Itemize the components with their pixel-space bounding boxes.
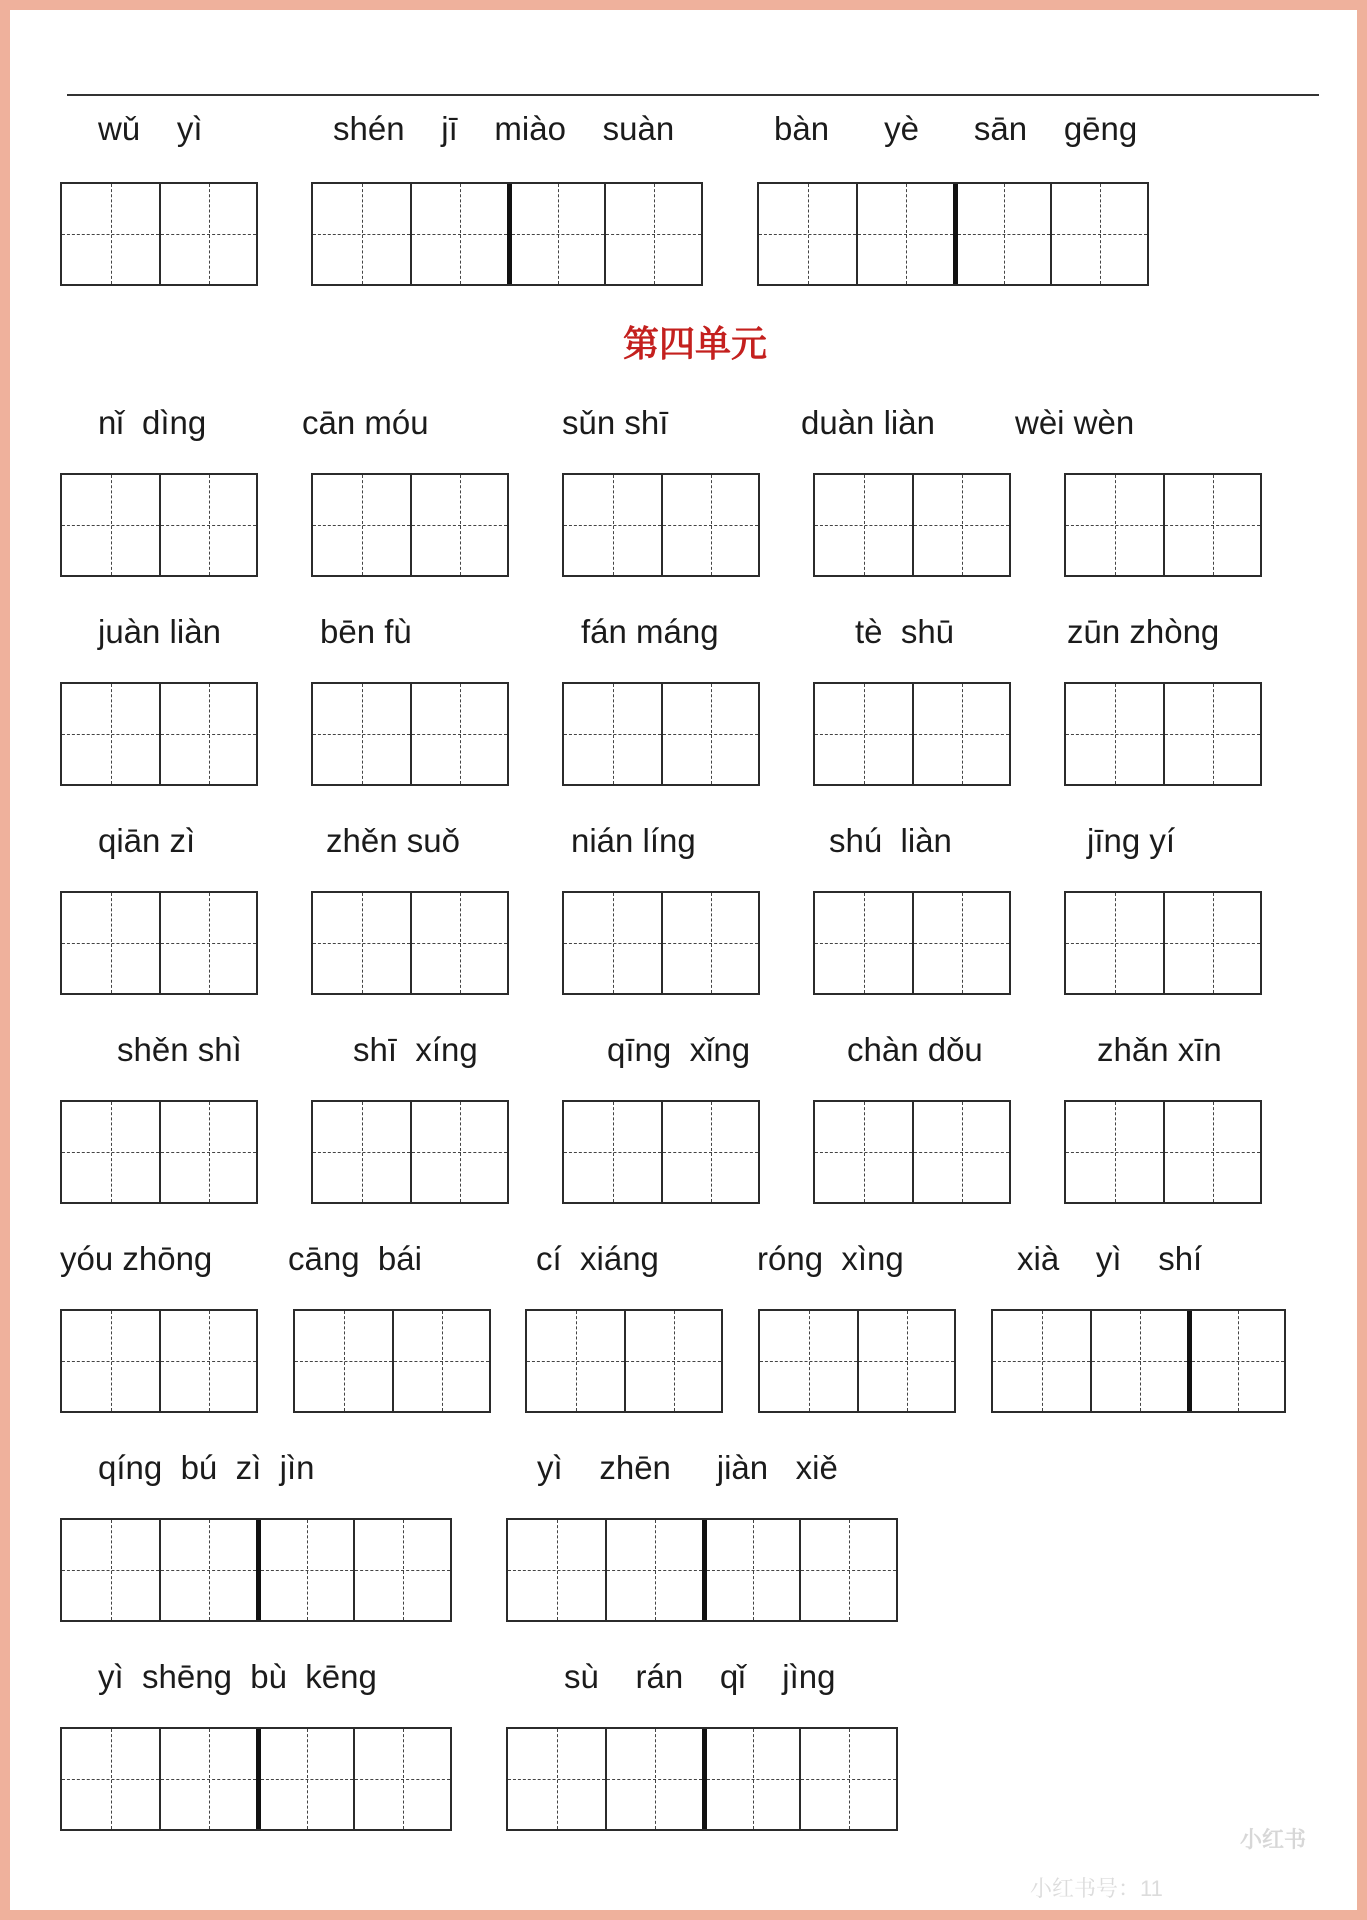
pinyin-label: cāng bái — [288, 1240, 422, 1277]
tianzige-cell[interactable] — [912, 1102, 1009, 1202]
writing-grid[interactable] — [60, 473, 258, 577]
tianzige-cell[interactable] — [295, 1311, 392, 1411]
writing-grid[interactable] — [758, 1309, 956, 1413]
tianzige-cell[interactable] — [953, 184, 1050, 284]
tianzige-cell[interactable] — [313, 475, 410, 575]
tianzige-cell[interactable] — [392, 1311, 489, 1411]
writing-grid[interactable] — [813, 682, 1011, 786]
tianzige-cell[interactable] — [564, 475, 661, 575]
top-rule — [67, 94, 1319, 96]
tianzige-cell[interactable] — [799, 1729, 896, 1829]
tianzige-cell[interactable] — [353, 1729, 450, 1829]
tianzige-cell[interactable] — [564, 893, 661, 993]
tianzige-cell[interactable] — [815, 475, 912, 575]
tianzige-cell[interactable] — [159, 893, 256, 993]
writing-grid[interactable] — [562, 682, 760, 786]
writing-grid[interactable] — [311, 182, 703, 286]
tianzige-cell[interactable] — [410, 893, 507, 993]
pinyin-label: róng xìng — [757, 1240, 904, 1277]
writing-grid[interactable] — [311, 473, 509, 577]
pinyin-label: xià yì shí — [1017, 1240, 1203, 1277]
tianzige-cell[interactable] — [508, 1729, 605, 1829]
writing-grid[interactable] — [311, 682, 509, 786]
pinyin-label: nián líng — [571, 822, 696, 859]
watermark-logo: 小红书 — [1240, 1827, 1307, 1852]
worksheet-page — [10, 10, 1357, 1910]
writing-grid[interactable] — [60, 1309, 258, 1413]
tianzige-cell[interactable] — [1163, 684, 1260, 784]
pinyin-label: shú liàn — [829, 822, 952, 859]
writing-grid[interactable] — [1064, 891, 1262, 995]
writing-grid[interactable] — [60, 1727, 452, 1831]
tianzige-cell[interactable] — [1050, 184, 1147, 284]
tianzige-cell[interactable] — [159, 1520, 256, 1620]
tianzige-cell[interactable] — [1163, 893, 1260, 993]
pinyin-label: jīng yí — [1087, 822, 1176, 859]
pinyin-label: cí xiáng — [536, 1240, 659, 1277]
writing-grid[interactable] — [506, 1727, 898, 1831]
writing-grid[interactable] — [311, 1100, 509, 1204]
tianzige-cell[interactable] — [410, 684, 507, 784]
tianzige-cell[interactable] — [564, 684, 661, 784]
tianzige-cell[interactable] — [760, 1311, 857, 1411]
tianzige-cell[interactable] — [1066, 475, 1163, 575]
tianzige-cell[interactable] — [159, 475, 256, 575]
pinyin-label: wèi wèn — [1015, 404, 1135, 441]
writing-grid[interactable] — [311, 891, 509, 995]
tianzige-cell[interactable] — [661, 1102, 758, 1202]
tianzige-cell[interactable] — [159, 1102, 256, 1202]
tianzige-cell[interactable] — [1066, 893, 1163, 993]
pinyin-label: juàn liàn — [98, 613, 221, 650]
writing-grid[interactable] — [562, 891, 760, 995]
pinyin-label: duàn liàn — [801, 404, 935, 441]
pinyin-label: sù rán qǐ jìng — [564, 1658, 836, 1695]
tianzige-cell[interactable] — [507, 184, 604, 284]
tianzige-cell[interactable] — [313, 1102, 410, 1202]
pinyin-label: sǔn shī — [562, 404, 669, 441]
writing-grid[interactable] — [506, 1518, 898, 1622]
tianzige-cell[interactable] — [912, 684, 1009, 784]
tianzige-cell[interactable] — [62, 1520, 159, 1620]
pinyin-label: nǐ dìng — [98, 404, 207, 441]
writing-grid[interactable] — [1064, 682, 1262, 786]
tianzige-cell[interactable] — [159, 1729, 256, 1829]
pinyin-label: yì shēng bù kēng — [98, 1658, 377, 1695]
pinyin-label: shī xíng — [353, 1031, 478, 1068]
writing-grid[interactable] — [293, 1309, 491, 1413]
tianzige-cell[interactable] — [256, 1520, 353, 1620]
tianzige-cell[interactable] — [527, 1311, 624, 1411]
tianzige-cell[interactable] — [993, 1311, 1090, 1411]
tianzige-cell[interactable] — [62, 475, 159, 575]
tianzige-cell[interactable] — [62, 1311, 159, 1411]
writing-grid[interactable] — [1064, 1100, 1262, 1204]
tianzige-cell[interactable] — [410, 475, 507, 575]
writing-grid[interactable] — [813, 1100, 1011, 1204]
tianzige-cell[interactable] — [1090, 1311, 1187, 1411]
writing-grid[interactable] — [991, 1309, 1286, 1413]
tianzige-cell[interactable] — [410, 1102, 507, 1202]
tianzige-cell[interactable] — [313, 184, 410, 284]
pinyin-label: cān móu — [302, 404, 429, 441]
tianzige-cell[interactable] — [624, 1311, 721, 1411]
tianzige-cell[interactable] — [605, 1729, 702, 1829]
tianzige-cell[interactable] — [1163, 1102, 1260, 1202]
writing-grid[interactable] — [1064, 473, 1262, 577]
tianzige-cell[interactable] — [62, 684, 159, 784]
tianzige-cell[interactable] — [912, 893, 1009, 993]
tianzige-cell[interactable] — [605, 1520, 702, 1620]
pinyin-label: wǔ yì — [98, 110, 203, 147]
pinyin-label: shén jī miào suàn — [333, 110, 675, 147]
tianzige-cell[interactable] — [62, 1102, 159, 1202]
tianzige-cell[interactable] — [410, 184, 507, 284]
tianzige-cell[interactable] — [62, 1729, 159, 1829]
pinyin-label: qīng xǐng — [607, 1031, 751, 1068]
writing-grid[interactable] — [60, 1100, 258, 1204]
pinyin-label: zūn zhòng — [1067, 613, 1220, 650]
writing-grid[interactable] — [525, 1309, 723, 1413]
tianzige-cell[interactable] — [159, 184, 256, 284]
tianzige-cell[interactable] — [1066, 684, 1163, 784]
pinyin-label: qíng bú zì jìn — [98, 1449, 315, 1486]
writing-grid[interactable] — [813, 891, 1011, 995]
tianzige-cell[interactable] — [912, 475, 1009, 575]
unit-title: 第四单元 — [622, 323, 767, 364]
tianzige-cell[interactable] — [815, 1102, 912, 1202]
tianzige-cell[interactable] — [159, 684, 256, 784]
pinyin-label: zhǎn xīn — [1097, 1031, 1222, 1068]
writing-grid[interactable] — [562, 473, 760, 577]
tianzige-cell[interactable] — [1187, 1311, 1284, 1411]
tianzige-cell[interactable] — [702, 1520, 799, 1620]
tianzige-cell[interactable] — [159, 1311, 256, 1411]
pinyin-label: zhěn suǒ — [326, 822, 460, 859]
writing-grid[interactable] — [757, 182, 1149, 286]
pinyin-label: chàn dǒu — [847, 1031, 983, 1068]
writing-grid[interactable] — [60, 891, 258, 995]
watermark-account: 小红书号：11 — [1030, 1876, 1163, 1901]
tianzige-cell[interactable] — [1163, 475, 1260, 575]
tianzige-cell[interactable] — [508, 1520, 605, 1620]
tianzige-cell[interactable] — [702, 1729, 799, 1829]
tianzige-cell[interactable] — [62, 184, 159, 284]
tianzige-cell[interactable] — [815, 893, 912, 993]
tianzige-cell[interactable] — [604, 184, 701, 284]
pinyin-label: yì zhēn jiàn xiě — [537, 1449, 838, 1486]
tianzige-cell[interactable] — [661, 893, 758, 993]
tianzige-cell[interactable] — [62, 893, 159, 993]
tianzige-cell[interactable] — [256, 1729, 353, 1829]
tianzige-cell[interactable] — [661, 475, 758, 575]
pinyin-label: bàn yè sān gēng — [774, 110, 1138, 147]
pinyin-label: qiān zì — [98, 822, 196, 859]
tianzige-cell[interactable] — [857, 1311, 954, 1411]
tianzige-cell[interactable] — [799, 1520, 896, 1620]
writing-grid[interactable] — [813, 473, 1011, 577]
writing-grid[interactable] — [60, 1518, 452, 1622]
tianzige-cell[interactable] — [353, 1520, 450, 1620]
pinyin-label: bēn fù — [320, 613, 412, 650]
pinyin-label: shěn shì — [117, 1031, 242, 1068]
tianzige-cell[interactable] — [313, 893, 410, 993]
tianzige-cell[interactable] — [815, 684, 912, 784]
tianzige-cell[interactable] — [759, 184, 856, 284]
tianzige-cell[interactable] — [661, 684, 758, 784]
pinyin-label: yóu zhōng — [60, 1240, 213, 1277]
tianzige-cell[interactable] — [1066, 1102, 1163, 1202]
pinyin-label: fán máng — [581, 613, 719, 650]
writing-grid[interactable] — [60, 682, 258, 786]
tianzige-cell[interactable] — [313, 684, 410, 784]
pinyin-label: tè shū — [855, 613, 955, 650]
writing-grid[interactable] — [562, 1100, 760, 1204]
tianzige-cell[interactable] — [564, 1102, 661, 1202]
tianzige-cell[interactable] — [856, 184, 953, 284]
writing-grid[interactable] — [60, 182, 258, 286]
